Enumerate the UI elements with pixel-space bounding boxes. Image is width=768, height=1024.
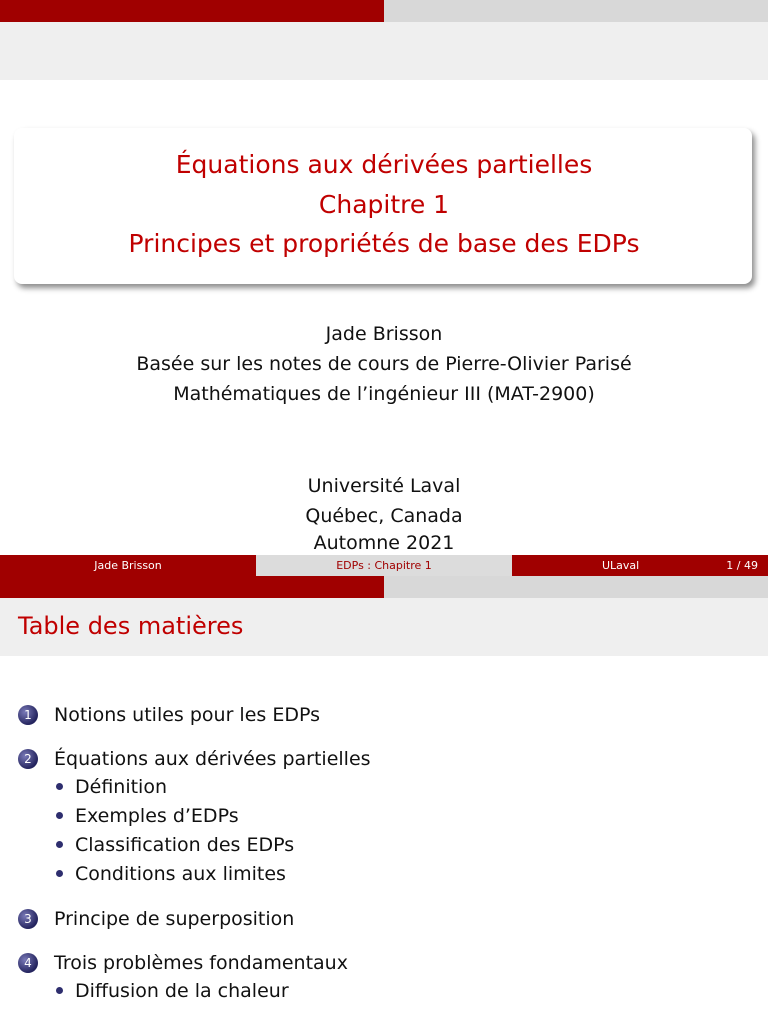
toc-subsection[interactable] (18, 772, 758, 801)
bullet-icon (56, 783, 63, 790)
footer-short-title: EDPs : Chapitre 1 (256, 555, 512, 576)
footer-author: Jade Brisson (0, 555, 256, 576)
footer-institute: ULaval (602, 559, 640, 572)
toc-subsection-label: Exemples d’EDPs (75, 804, 239, 827)
header-strip-gray (384, 576, 768, 598)
toc-section-label: Notions utiles pour les EDPs (54, 704, 320, 726)
footer-right (512, 555, 768, 576)
toc-subsection[interactable] (18, 976, 758, 1005)
toc-section[interactable] (18, 702, 758, 728)
header-strip (0, 576, 768, 598)
footer-page-number: 1 / 49 (726, 559, 758, 572)
toc-subsection-label: Diffusion de la chaleur (75, 979, 289, 1002)
toc-subsection[interactable] (18, 859, 758, 888)
toc-subsection-label: Classification des EDPs (75, 833, 295, 856)
section-number-icon: 2 (18, 749, 38, 769)
table-of-contents (18, 702, 758, 1005)
section-number-icon: 1 (18, 705, 38, 725)
toc-section[interactable] (18, 906, 758, 932)
header-strip-red (0, 0, 384, 22)
institute-line-1: Université Laval (307, 475, 461, 497)
subtitle-line-2: Mathématiques de l’ingénieur III (MAT-2900) (173, 383, 595, 405)
bullet-icon (56, 870, 63, 877)
footer-bar (0, 555, 768, 576)
header-strip-red (0, 576, 384, 598)
bullet-icon (56, 987, 63, 994)
toc-subsection[interactable] (18, 801, 758, 830)
toc-section-label: Trois problèmes fondamentaux (54, 952, 348, 974)
bullet-icon (56, 841, 63, 848)
title-line-1: Équations aux dérivées partielles (175, 150, 593, 179)
toc-subsection-label: Définition (75, 775, 168, 798)
toc-section-label: Principe de superposition (54, 908, 295, 930)
toc-section-label: Équations aux dérivées partielles (54, 748, 371, 770)
subtitle-line-1: Basée sur les notes de cours de Pierre-Olivier Parisé (136, 353, 632, 375)
header-strip-gray (384, 0, 768, 22)
toc-section[interactable] (18, 746, 758, 772)
toc-slide (0, 576, 768, 1024)
section-number-icon: 3 (18, 909, 38, 929)
toc-subsection[interactable] (18, 830, 758, 859)
title-line-3: Principes et propriétés de base des EDPs (128, 229, 640, 258)
title-line-2: Chapitre 1 (318, 190, 450, 219)
institute-line-3: Automne 2021 (313, 532, 455, 554)
header-strip (0, 0, 768, 22)
toc-section[interactable] (18, 950, 758, 976)
header-band (0, 22, 768, 80)
institute-line-2: Québec, Canada (305, 505, 463, 527)
author-name: Jade Brisson (325, 323, 443, 345)
bullet-icon (56, 812, 63, 819)
section-number-icon: 4 (18, 953, 38, 973)
frame-title: Table des matières (18, 612, 244, 640)
toc-subsection-label: Conditions aux limites (75, 862, 286, 885)
